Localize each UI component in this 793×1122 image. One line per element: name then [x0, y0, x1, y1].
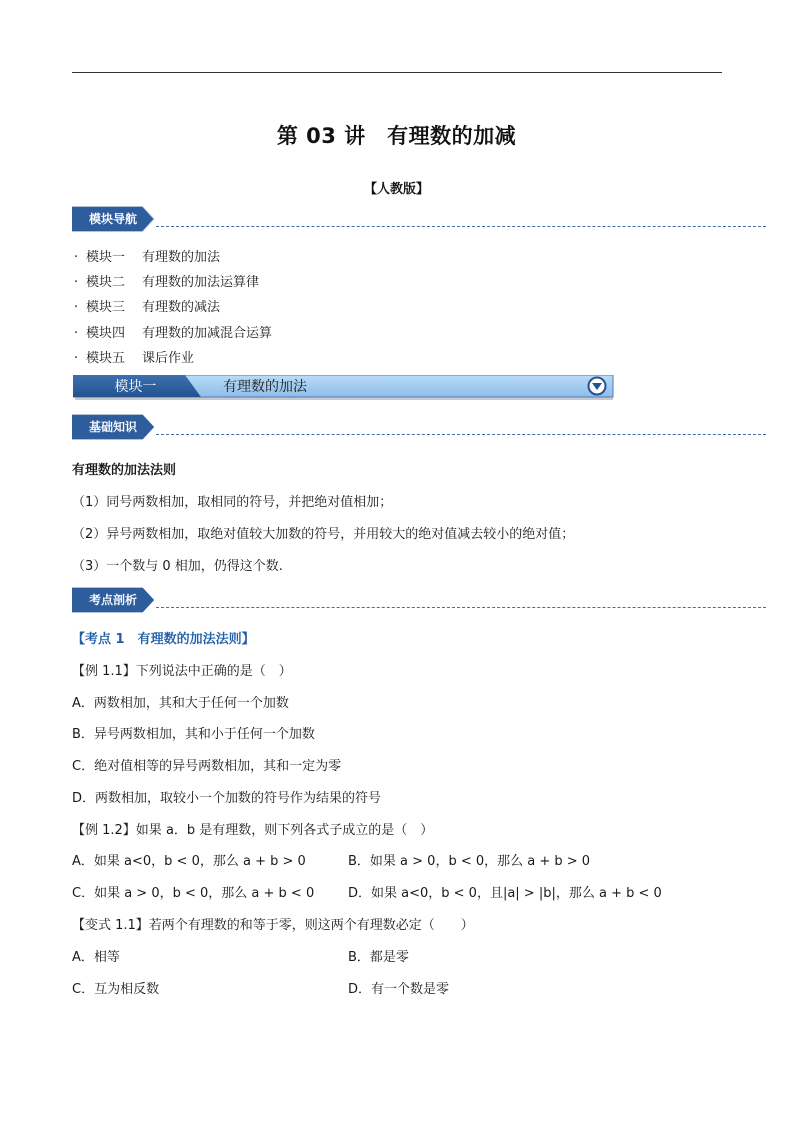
section-tab-label: 考点剖析: [88, 593, 137, 607]
section-tab-label: 基础知识: [88, 420, 137, 434]
example-1-2-option-a: A．如果 a<0，b < 0，那么 a + b > 0: [72, 854, 306, 869]
module-label: 模块一: [114, 379, 157, 395]
nav-item-3[interactable]: · 模块三 有理数的减法: [74, 300, 221, 315]
module-banner[interactable]: [73, 375, 613, 399]
variant-1-1-option-d: D．有一个数是零: [348, 982, 450, 997]
example-1-1-option-a: A．两数相加，其和大于任何一个加数: [72, 696, 289, 711]
rules-heading: 有理数的加法法则: [72, 463, 177, 478]
section-divider: [156, 607, 766, 608]
variant-1-1-option-c: C．互为相反数: [72, 982, 160, 997]
variant-1-1-option-a: A．相等: [72, 950, 120, 965]
example-1-1-option-b: B．异号两数相加，其和小于任何一个加数: [72, 727, 315, 742]
example-1-2-stem: 【例 1.2】如果 a．b 是有理数，则下列各式子成立的是（ ）: [72, 823, 434, 838]
example-1-1-option-c: C．绝对值相等的异号两数相加，其和一定为零: [72, 759, 342, 774]
example-1-1-option-d: D．两数相加，取较小一个加数的符号作为结果的符号: [72, 791, 382, 806]
example-1-2-option-c: C．如果 a > 0，b < 0，那么 a + b < 0: [72, 886, 315, 901]
variant-1-1-stem: 【变式 1.1】若两个有理数的和等于零，则这两个有理数必定（ ）: [72, 918, 474, 933]
rule-item-3: （3）一个数与 0 相加，仍得这个数.: [72, 559, 283, 574]
rule-item-1: （1）同号两数相加，取相同的符号，并把绝对值相加；: [72, 495, 393, 510]
variant-1-1-option-b: B．都是零: [348, 950, 409, 965]
header-rule: [72, 72, 722, 73]
nav-item-1[interactable]: · 模块一 有理数的加法: [74, 250, 221, 265]
rule-item-2: （2）异号两数相加，取绝对值较大加数的符号，并用较大的绝对值减去较小的绝对值；: [72, 527, 575, 542]
nav-item-2[interactable]: · 模块二 有理数的加法运算律: [74, 275, 260, 290]
example-1-2-option-d: D．如果 a<0，b < 0，且|a| > |b|，那么 a + b < 0: [348, 886, 662, 901]
section-divider: [156, 226, 766, 227]
example-1-1-stem: 【例 1.1】下列说法中正确的是（ ）: [72, 664, 292, 679]
page-title: 第 03 讲 有理数的加减: [276, 124, 517, 148]
section-tab-label: 模块导航: [88, 212, 137, 226]
example-1-2-option-b: B．如果 a > 0，b < 0，那么 a + b > 0: [348, 854, 591, 869]
nav-item-5[interactable]: · 模块五 课后作业: [74, 351, 195, 366]
section-divider: [156, 434, 766, 435]
nav-item-4[interactable]: · 模块四 有理数的加减混合运算: [74, 326, 273, 341]
module-name: 有理数的加法: [223, 379, 307, 395]
kaodian-heading: 【考点 1 有理数的加法法则】: [72, 632, 255, 647]
edition-label: 【人教版】: [363, 182, 429, 197]
